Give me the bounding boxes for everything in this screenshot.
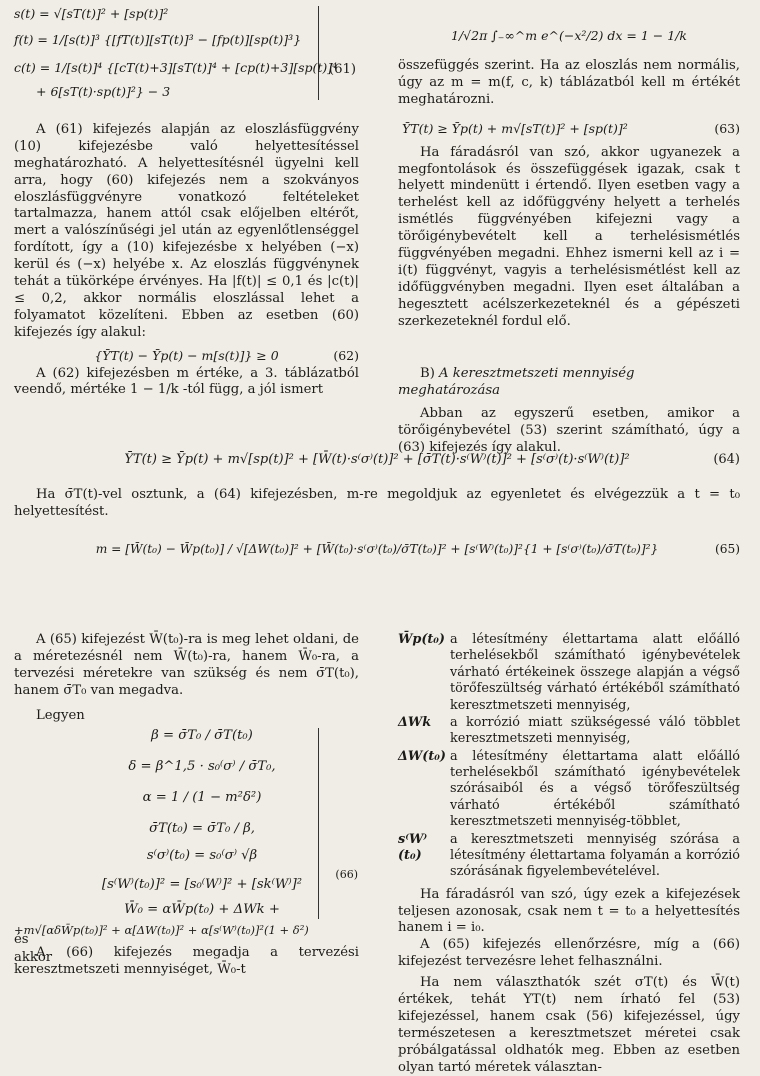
eq61-number: (61) xyxy=(328,62,356,77)
legyen-label: Legyen xyxy=(36,707,85,723)
definition-list xyxy=(398,632,740,881)
eq66-line-6: [s⁽W⁾(t₀)]² = [s₀⁽W⁾]² + [sk⁽W⁾]² xyxy=(101,876,303,892)
definition-symbol: s⁽W⁾(t₀) xyxy=(398,831,428,863)
left-column-bottom xyxy=(14,632,359,979)
definition-item xyxy=(398,749,740,831)
section-label: B) xyxy=(420,366,435,382)
definition-text: a létesítmény élettartama alatt előálló terhelésekből számítható igénybevételek várható értékeinek összege alapján a végső törőfeszültség várható értékéből számítható keresztmetszeti mennyiség, xyxy=(450,632,740,713)
eq62-text: {ȲT(t) − Ȳp(t) − m[s(t)]} ≥ 0 xyxy=(94,347,279,363)
right-column-top xyxy=(398,6,740,457)
eq61-line-2: f(t) = 1/[s(t)]³ {[fT(t)][sT(t)]³ − [fp(t)][sp(t)]³} xyxy=(14,32,302,47)
eq66-number: (66) xyxy=(335,868,358,882)
paragraph-m-ertek: A (62) kifejezésben m értéke, a 3. táblázatból veendő, mértéke 1 − 1/k -tól függ, a jól ismert xyxy=(14,365,359,398)
paragraph-osszefugges: összefüggés szerint. Ha az eloszlás nem normális, úgy az m = m(f, c, k) táblázatból kell m értékét meghatározni. xyxy=(398,58,740,107)
paragraph-megoldas: A (65) kifejezést W̄(t₀)-ra is meg lehet oldani, de a méretezésnél nem W̄(t₀)-ra, hanem W̄₀-ra, a tervezési méretekre van szükség és nem σ̄T(t₀), hanem σ̄T₀ van megadva. xyxy=(14,632,359,698)
definition-symbol: ΔWk xyxy=(398,714,432,730)
equation-62 xyxy=(14,348,359,364)
definition-item xyxy=(398,832,740,881)
paragraph-egyszeru-eset: Abban az egyszerű esetben, amikor a törőigénybevétel (53) szerint számítható, úgy a (63) kifejezés így alakul. xyxy=(398,406,740,456)
paragraph-eloszlas: A (61) kifejezés alapján az eloszlásfüggvény (10) kifejezésbe való helyettesítéssel meghatározható. A helyettesítésnél ügyelni kell arra, hogy (60) kifejezés nem a szokványos eloszlásfüggvényre vonatkozó feltételeket tartalmazza, hanem attól csak előjelben eltérőt, mert a valószínűségi jel után az egyenlőtlenséggel fordított, így a (10) kifejezésbe x helyében (−x) kerül és (−x) helyébe x. Az eloszlás függvénynek tehát a tükörképe érvényes. Ha |f(t)| ≤ 0,1 és |c(t)| ≤ 0,2, akkor normális eloszlással lehet a folyamatot közelíteni. Ebben az esetben (60) kifejezés így alakul: xyxy=(14,122,359,340)
paragraph-tervezesi: A (66) kifejezés megadja a tervezési keresztmetszeti mennyiséget, W̄₀-t xyxy=(14,945,359,978)
equation-63 xyxy=(398,121,740,137)
eq64-number: (64) xyxy=(713,452,740,467)
definition-text: a keresztmetszeti mennyiség szórása a létesítmény élettartama folyamán a korrózió szórásának figyelembevételével. xyxy=(450,831,740,880)
definition-text: a létesítmény élettartama alatt előálló terhelésekből számítható igénybevételek szórásaiból és a végső törőfeszültség várható értékéből számítható keresztmetszeti mennyiség-többlet, xyxy=(450,748,740,830)
eq65-number: (65) xyxy=(714,542,740,557)
paragraph-probalgatas: Ha nem választhatók szét σT(t) és W̄(t) értékek, tehát YT(t) nem írható fel (53) kifejezéssel, hanem csak (56) kifejezéssel, úgy természetesen a keresztmetszet méretei csak próbálgatással oldhatók meg. Ebben az esetben olyan tartó méretek választan- xyxy=(398,975,740,1075)
paragraph-osztunk: Ha σ̄T(t)-vel osztunk, a (64) kifejezésben, m-re megoldjuk az egyenletet és elvégezzük a t = t₀ helyettesítést. xyxy=(14,486,740,519)
equation-65 xyxy=(14,542,740,558)
definition-text: a korrózió miatt szükségessé váló többlet keresztmetszeti mennyiség, xyxy=(450,714,740,747)
paragraph-faradas: Ha fáradásról van szó, akkor ugyanezek a megfontolások és összefüggések igazak, csak t helyett mindenütt i értendő. Ilyen esetben vagy a terhelést kell az időfüggvény helyett a terhelés ismétlés függvényében kifejezni vagy a törőigénybevételt kell a terhelésismétlés függvényében megadni. Ehhez ismerni kell az i = i(t) függvényt, vagyis a terhelésismétlést kell az időfüggvényben megadni. Ilyen eset általában a hegesztett acélszerkezeteknél és a gépészeti szerkezeteknél fordul elő. xyxy=(398,144,740,329)
section-title: A keresztmetszeti mennyiség meghatározása xyxy=(398,366,635,399)
eq66-line-5: s⁽σ⁾(t₀) = s₀⁽σ⁾ √β xyxy=(146,848,258,864)
paragraph-ellenorzes: A (65) kifejezés ellenőrzésre, míg a (66) kifejezést tervezésre lehet felhasználni. xyxy=(398,937,740,970)
left-column-top xyxy=(14,6,359,399)
section-heading-b xyxy=(398,366,740,400)
middle-block xyxy=(14,452,740,558)
equation-66 xyxy=(94,728,358,918)
eq64-text: ȲT(t) ≥ Ȳp(t) + m√[sp(t)]² + [W̄(t)·s⁽σ⁾(t)]² + [σ̄T(t)·s⁽W⁾(t)]² + [s⁽σ⁾(t)·s⁽W⁾(t)]² xyxy=(124,452,630,467)
eq66-tail: +m√[αδW̄p(t₀)]² + α[ΔW(t₀)]² + α[s⁽W⁾(t₀)]²(1 + δ²) xyxy=(14,922,309,937)
definition-item xyxy=(398,632,740,714)
equation-64 xyxy=(14,452,740,469)
eq65-text: m = [W̄(t₀) − W̄p(t₀)] / √[ΔW(t₀)]² + [W̄(t₀)·s⁽σ⁾(t₀)/σ̄T(t₀)]² + [s⁽W⁾(t₀)]²{1 + [s⁽σ⁾(t₀)/σ̄T(t₀)]²} xyxy=(95,542,659,557)
equation-61 xyxy=(14,6,356,100)
eq66-line-7: W̄₀ = αW̄p(t₀) + ΔWk + xyxy=(124,901,280,917)
akkor-label: akkor xyxy=(14,950,53,966)
equation-integral: 1/√2π ∫₋∞^m e^(−x²/2) dx = 1 − 1/k xyxy=(451,28,687,43)
eq66-line-1: β = σ̄T₀ / σ̄T(t₀) xyxy=(151,728,253,744)
eq63-text: ȲT(t) ≥ Ȳp(t) + m√[sT(t)]² + [sp(t)]² xyxy=(402,120,628,136)
eq61-line-1: s(t) = √[sT(t)]² + [sp(t)]² xyxy=(14,6,169,21)
es-label: és xyxy=(14,932,29,948)
eq66-line-3: α = 1 / (1 − m²δ²) xyxy=(142,790,262,806)
eq61-line-3: c(t) = 1/[s(t)]⁴ {[cT(t)+3][sT(t)]⁴ + [cp(t)+3][sp(t)]⁴ xyxy=(14,60,338,75)
definition-symbol: ΔW(t₀) xyxy=(398,748,446,764)
eq66-line-4: σ̄T(t₀) = σ̄T₀ / β, xyxy=(149,821,255,837)
eq61-line-4: + 6[sT(t)·sp(t)]²} − 3 xyxy=(36,84,171,99)
paragraph-faradas-azonos: Ha fáradásról van szó, úgy ezek a kifejezések teljesen azonosak, csak nem t = t₀ a helyettesítés hanem i = i₀. xyxy=(398,886,740,936)
definition-symbol: W̄p(t₀) xyxy=(398,632,445,647)
right-column-bottom xyxy=(398,632,740,1076)
definition-item xyxy=(398,715,740,748)
eq63-number: (63) xyxy=(714,120,740,136)
eq66-line-2: δ = β^1,5 · s₀⁽σ⁾ / σ̄T₀, xyxy=(128,759,276,775)
eq62-number: (62) xyxy=(333,347,359,363)
